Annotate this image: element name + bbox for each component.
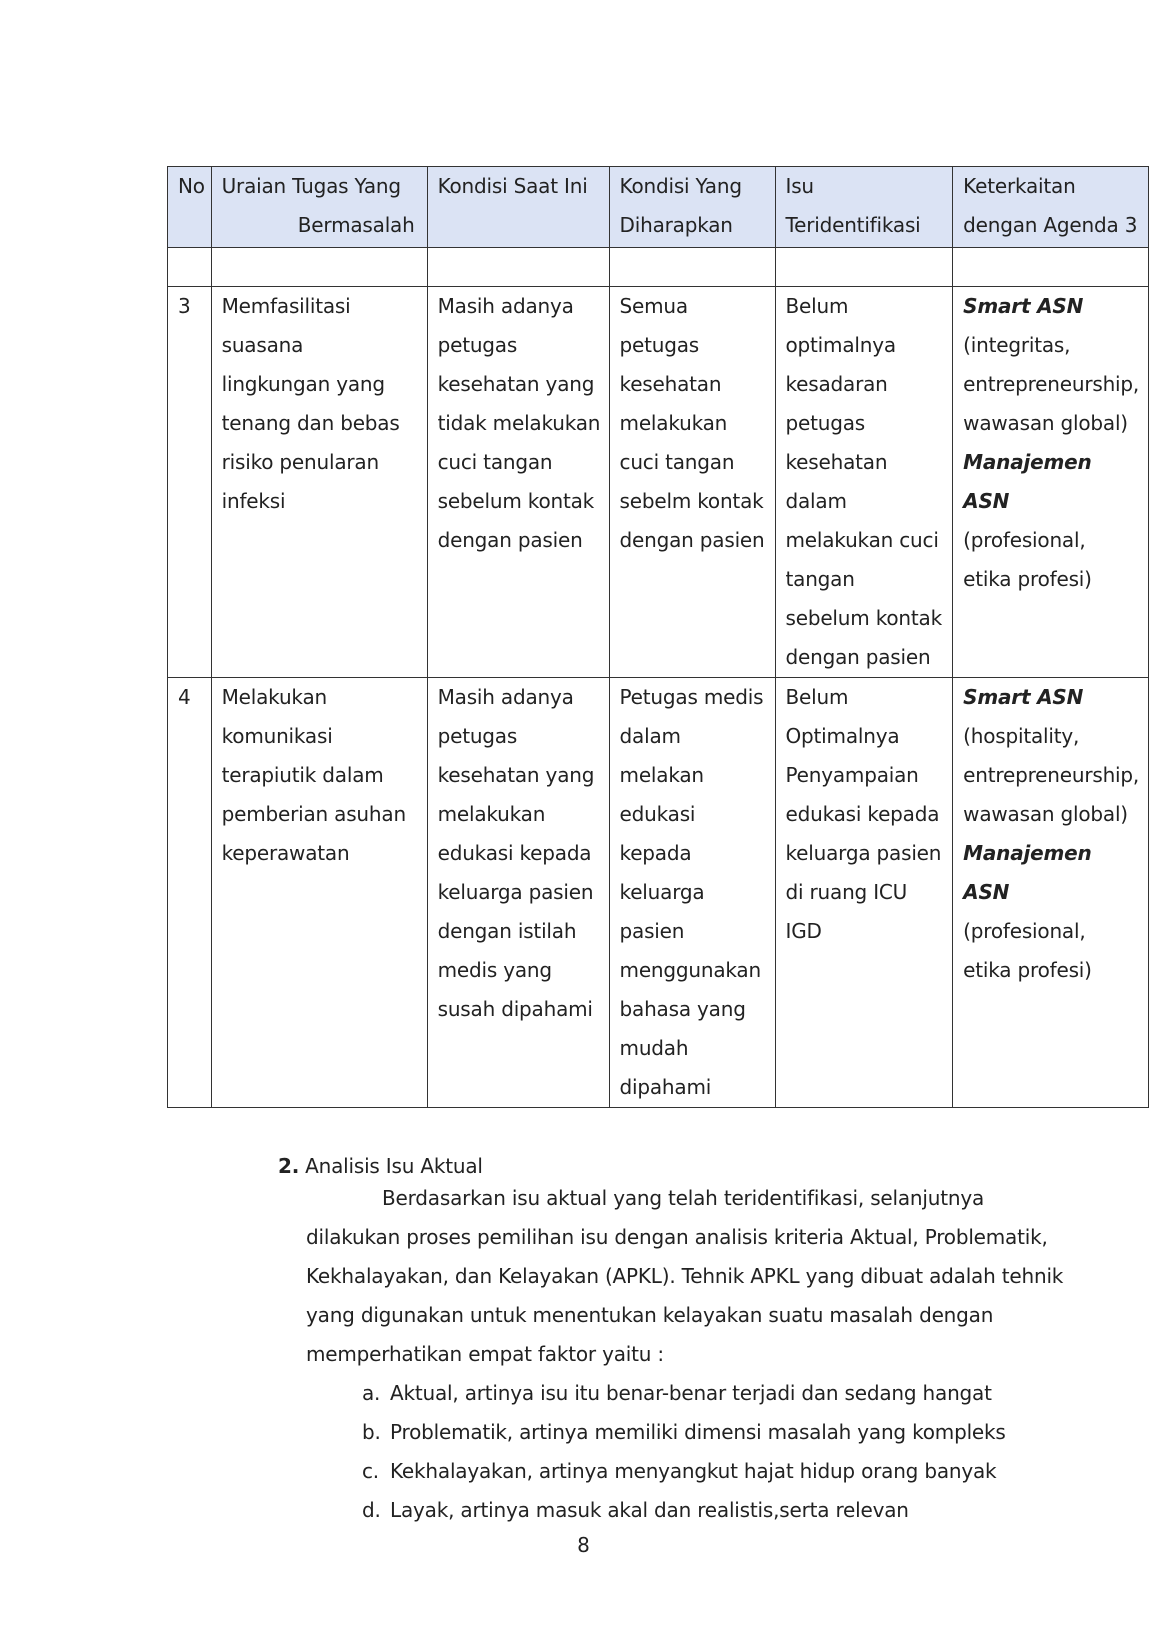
cell-keterkaitan: [953, 287, 1149, 678]
header-keterkaitan: [953, 167, 1149, 248]
paragraph-text: Berdasarkan isu aktual yang telah teridentifikasi, selanjutnya dilakukan proses pemilihan isu dengan analisis kriteria Aktual, Problematik, Kekhalayakan, dan Kelayakan (APKL). Tehnik APKL yang dibuat adalah tehnik yang digunakan untuk menentukan kelayakan suatu masalah dengan memperhatikan empat faktor yaitu :: [306, 1186, 1064, 1366]
table-empty-row: [168, 248, 1149, 287]
agenda-smart-asn: Smart ASN: [963, 685, 1084, 709]
list-item: [362, 1413, 1078, 1452]
list-item-text: Problematik, artinya memiliki dimensi masalah yang kompleks: [390, 1420, 1006, 1444]
list-item-letter: b.: [362, 1420, 381, 1444]
header-keterkaitan-text: Keterkaitan dengan Agenda 3: [963, 174, 1138, 237]
page-number: 8: [577, 1533, 590, 1557]
cell-kondisi: [427, 287, 609, 678]
cell-harapan: [609, 287, 775, 678]
list-item-text: Aktual, artinya isu itu benar-benar terjadi dan sedang hangat: [390, 1381, 992, 1405]
cell-isu: [775, 287, 953, 678]
section-title: Analisis Isu Aktual: [305, 1154, 483, 1178]
cell-no: 3: [168, 287, 212, 678]
cell-harapan-text: Petugas medis dalam melakan edukasi kepada keluarga pasien menggunakan bahasa yang mudah dipahami: [619, 685, 764, 1099]
section-heading: [278, 1153, 1078, 1179]
empty-cell: [953, 248, 1149, 287]
cell-isu-text: Belum Optimalnya Penyampaian edukasi kepada keluarga pasien di ruang ICU IGD: [785, 685, 942, 943]
agenda-smart-asn-values: (integritas, entrepreneurship, wawasan global): [963, 333, 1140, 435]
empty-cell: [427, 248, 609, 287]
agenda-manajemen-asn: Manajemen ASN: [963, 450, 1092, 513]
agenda-smart-asn-values: (hospitality, entrepreneurship, wawasan global): [963, 724, 1140, 826]
header-uraian-line1: Uraian Tugas Yang: [221, 174, 401, 198]
cell-kondisi: [427, 678, 609, 1108]
header-uraian: [211, 167, 427, 248]
cell-uraian-text: Memfasilitasi suasana lingkungan yang tenang dan bebas risiko penularan infeksi: [221, 294, 400, 513]
cell-harapan: [609, 678, 775, 1108]
list-item-text: Layak, artinya masuk akal dan realistis,serta relevan: [390, 1498, 909, 1522]
list-item: [362, 1452, 1078, 1491]
cell-uraian: [211, 287, 427, 678]
header-isu-text: Isu Teridentifikasi: [785, 174, 921, 237]
agenda-manajemen-asn: Manajemen ASN: [963, 841, 1092, 904]
section-number: 2.: [278, 1154, 300, 1178]
section-analisis-isu: [278, 1153, 1078, 1530]
cell-keterkaitan: [953, 678, 1149, 1108]
header-kondisi: Kondisi Saat Ini: [427, 167, 609, 248]
agenda-manajemen-asn-values: (profesional, etika profesi): [963, 528, 1092, 591]
list-item-letter: a.: [362, 1381, 381, 1405]
list-item-letter: c.: [362, 1459, 379, 1483]
table-row: [168, 287, 1149, 678]
header-harapan-text: Kondisi Yang Diharapkan: [619, 174, 742, 237]
list-item: [362, 1374, 1078, 1413]
cell-uraian: [211, 678, 427, 1108]
empty-cell: [168, 248, 212, 287]
empty-cell: [211, 248, 427, 287]
header-no: No: [168, 167, 212, 248]
table-row: [168, 678, 1149, 1108]
cell-isu-text: Belum optimalnya kesadaran petugas kesehatan dalam melakukan cuci tangan sebelum kontak dengan pasien: [785, 294, 942, 669]
cell-isu: [775, 678, 953, 1108]
cell-kondisi-text: Masih adanya petugas kesehatan yang melakukan edukasi kepada keluarga pasien dengan istilah medis yang susah dipahami: [437, 685, 595, 1021]
cell-kondisi-text: Masih adanya petugas kesehatan yang tidak melakukan cuci tangan sebelum kontak dengan pasien: [437, 294, 601, 552]
header-uraian-line2: Bermasalah: [297, 213, 415, 237]
criteria-list: [278, 1374, 1078, 1530]
empty-cell: [775, 248, 953, 287]
section-paragraph: [278, 1179, 1066, 1374]
empty-cell: [609, 248, 775, 287]
issue-table: [167, 166, 1149, 1108]
cell-harapan-text: Semua petugas kesehatan melakukan cuci tangan sebelm kontak dengan pasien: [619, 294, 765, 552]
agenda-smart-asn: Smart ASN: [963, 294, 1084, 318]
table-header-row: [168, 167, 1149, 248]
cell-uraian-text: Melakukan komunikasi terapiutik dalam pemberian asuhan keperawatan: [221, 685, 406, 865]
list-item-letter: d.: [362, 1498, 381, 1522]
cell-no: 4: [168, 678, 212, 1108]
list-item: [362, 1491, 1078, 1530]
header-isu: [775, 167, 953, 248]
agenda-manajemen-asn-values: (profesional, etika profesi): [963, 919, 1092, 982]
header-harapan: [609, 167, 775, 248]
list-item-text: Kekhalayakan, artinya menyangkut hajat hidup orang banyak: [390, 1459, 997, 1483]
